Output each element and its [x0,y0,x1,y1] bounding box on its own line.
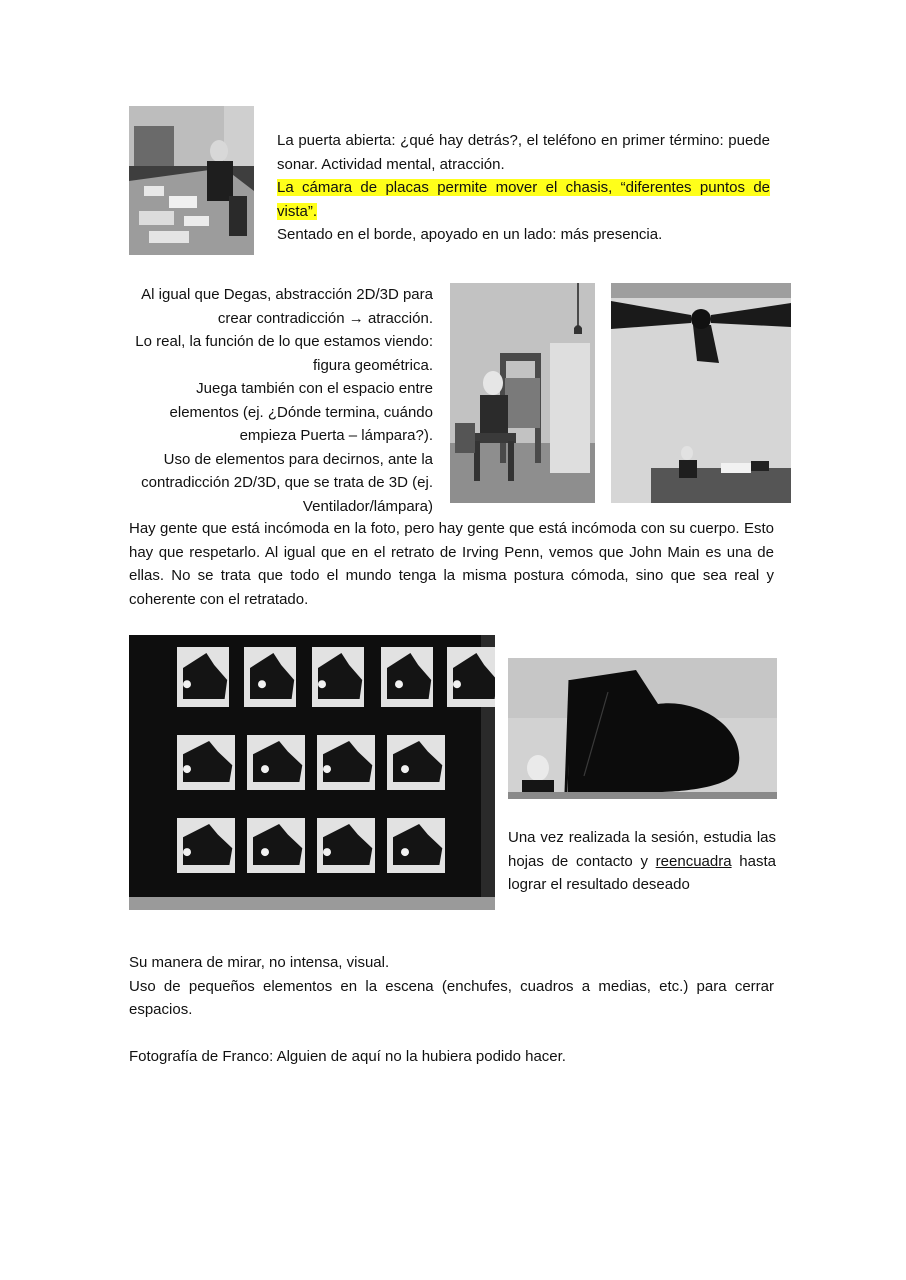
contact-frame [244,647,296,707]
contact-frame [387,818,445,873]
underlined-word: reencuadra [655,852,732,870]
section2-line-arrow: crear contradicción → atracción. [217,309,433,327]
contact-frame [247,735,305,790]
photo-piano-portrait [508,658,777,799]
contact-frame [247,818,305,873]
section2-line: empieza Puerta – lámpara?). [239,427,433,444]
contact-frame [312,647,364,707]
highlighted-text: La cámara de placas permite mover el chasis, “diferentes puntos de vista”. [277,179,770,220]
photo-contact-sheet [129,635,495,910]
photo-seated-desk [129,106,254,255]
section5-line3: Fotografía de Franco: Alguien de aquí no la hubiera podido hacer. [129,1048,566,1065]
section2-line: figura geométrica. [312,356,433,374]
section2-text [129,283,433,518]
arrow-right-icon: → [348,309,364,327]
section4-paragraph: Una vez realizada la sesión, estudia las hojas de contacto y reencuadra hasta lograr el resultado deseado [508,829,776,893]
section5-text [129,951,774,1069]
section2-line: Juega también con el espacio entre [196,380,433,397]
section1-line1: La puerta abierta: ¿qué hay detrás?, el teléfono en primer término: puede sonar. Actividad mental, atracción. [277,132,770,173]
contact-frame [447,647,495,707]
section5-line2: Uso de pequeños elementos en la escena (enchufes, cuadros a medias, etc.) para cerrar espacios. [129,977,774,1018]
contact-frame [317,818,375,873]
section1-paragraph [277,129,770,247]
section2-line: Lo real, la función de lo que estamos viendo: [135,333,433,350]
photo-fan-desk [611,283,791,503]
contact-frame [177,647,229,707]
section3-paragraph: Hay gente que está incómoda en la foto, pero hay gente que está incómoda con su cuerpo. Esto hay que respetarlo. Al igual que en el retrato de Irving Penn, vemos que John Main es una de ellas. No se trata que todo el mundo tenga la misma postura cómoda, sino que sea real y coherente con el retratado. [129,520,774,608]
section5-line1: Su manera de mirar, no intensa, visual. [129,954,390,971]
contact-frame [387,735,445,790]
section2-line: contradicción 2D/3D, que se trata de 3D (ej. [141,474,433,491]
section1-line3: Sentado en el borde, apoyado en un lado: más presencia. [277,226,663,243]
photo-artist-studio [450,283,595,503]
contact-frame [381,647,433,707]
contact-frame [177,818,235,873]
section2-line: Al igual que Degas, abstracción 2D/3D para [141,286,433,303]
section2-line: elementos (ej. ¿Dónde termina, cuándo [169,403,433,421]
section2-line: Ventilador/lámpara) [302,497,433,515]
contact-frame [177,735,235,790]
contact-frame [317,735,375,790]
section2-line: Uso de elementos para decirnos, ante la [163,450,433,468]
